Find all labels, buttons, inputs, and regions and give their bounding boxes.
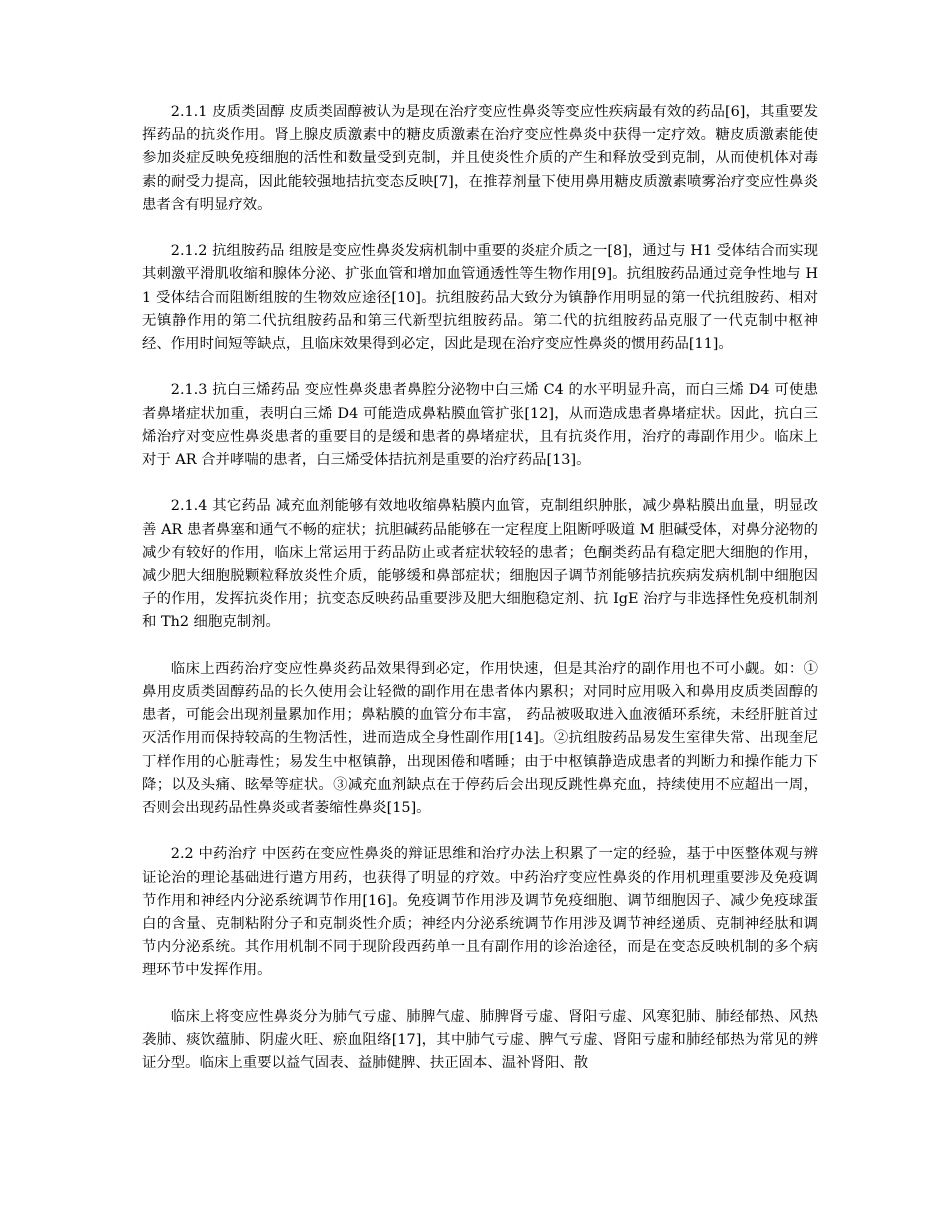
- document-body: [142, 101, 818, 1075]
- paragraph-2-1-1-corticosteroids: 2.1.1 皮质类固醇 皮质类固醇被认为是现在治疗变应性鼻炎等变应性疾病最有效的药品[6]，其重要发挥药品的抗炎作用。肾上腺皮质激素中的糖皮质激素在治疗变应性鼻炎中获得一定疗效。糖皮质激素能使参加炎症反映免疫细胞的活性和数量受到克制，并且使炎性介质的产生和释放受到克制，从而使机体对毒素的耐受力提高，因此能较强地拮抗变态反映[7]，在推荐剂量下使用鼻用糖皮质激素喷雾治疗变应性鼻炎患者含有明显疗效。: [142, 104, 818, 213]
- paragraph-2-1-3-antileukotrienes: 2.1.3 抗白三烯药品 变应性鼻炎患者鼻腔分泌物中白三烯 C4 的水平明显升高，而白三烯 D4 可使患者鼻堵症状加重，表明白三烯 D4 可能造成鼻粘膜血管扩张[12]，从而造成患者鼻堵症状。因此，抗白三烯治疗对变应性鼻炎患者的重要目的是缓和患者的鼻堵症状，且有抗炎作用，治疗的毒副作用少。临床上对于 AR 合并哮喘的患者，白三烯受体拮抗剂是重要的治疗药品[13]。: [142, 382, 818, 469]
- paragraph-tcm-syndrome-types: 临床上将变应性鼻炎分为肺气亏虚、肺脾气虚、肺脾肾亏虚、肾阳亏虚、风寒犯肺、肺经郁热、风热袭肺、痰饮蕴肺、阴虚火旺、瘀血阻络[17]，其中肺气亏虚、脾气亏虚、肾阳亏虚和肺经郁热为常见的辨证分型。临床上重要以益气固表、益肺健脾、扶正固本、温补肾阳、散: [142, 1008, 818, 1072]
- paragraph-western-side-effects: 临床上西药治疗变应性鼻炎药品效果得到必定，作用快速，但是其治疗的副作用也不可小觑。如：①鼻用皮质类固醇药品的长久使用会让轻微的副作用在患者体内累积；对同时应用吸入和鼻用皮质类固醇的患者，可能会出现剂量累加作用；鼻粘膜的血管分布丰富， 药品被吸取进入血液循环系统，未经肝脏首过灭活作用而保持较高的生物活性，进而造成全身性副作用[14]。②抗组胺药品易发生室律失常、出现奎尼丁样作用的心脏毒性；易发生中枢镇静，出现困倦和嗜睡；由于中枢镇静造成患者的判断力和操作能力下降；以及头痛、眩晕等症状。③减充血剂缺点在于停药后会出现反跳性鼻充血，持续使用不应超出一周，否则会出现药品性鼻炎或者萎缩性鼻炎[15]。: [142, 660, 818, 817]
- paragraph-2-1-2-antihistamines: 2.1.2 抗组胺药品 组胺是变应性鼻炎发病机制中重要的炎症介质之一[8]，通过与 H1 受体结合而实现其刺激平滑肌收缩和腺体分泌、扩张血管和增加血管通透性等生物作用[9]。抗组胺药品通过竞争性地与 H1 受体结合而阻断组胺的生物效应途径[10]。抗组胺药品大致分为镇静作用明显的第一代抗组胺药、相对无镇静作用的第二代抗组胺药品和第三代新型抗组胺药品。第二代的抗组胺药品克服了一代克制中枢神经、作用时间短等缺点，且临床效果得到必定，因此是现在治疗变应性鼻炎的惯用药品[11]。: [142, 243, 818, 353]
- paragraph-2-2-tcm-treatment: 2.2 中药治疗 中医药在变应性鼻炎的辩证思维和治疗办法上积累了一定的经验，基于中医整体观与辨证论治的理论基础进行遣方用药，也获得了明显的疗效。中药治疗变应性鼻炎的作用机理重要涉及免疫调节作用和神经内分泌系统调节作用[16]。免疫调节作用涉及调节免疫细胞、调节细胞因子、减少免疫球蛋白的含量、克制粘附分子和克制炎性介质；神经内分泌系统调节作用涉及调节神经递质、克制神经肽和调节内分泌系统。其作用机制不同于现阶段西药单一且有副作用的诊治途径，而是在变态反映机制的多个病理环节中发挥作用。: [142, 846, 818, 979]
- paragraph-2-1-4-other-drugs: 2.1.4 其它药品 减充血剂能够有效地收缩鼻粘膜内血管，克制组织肿胀，减少鼻粘膜出血量，明显改善 AR 患者鼻塞和通气不畅的症状；抗胆碱药品能够在一定程度上阻断呼吸道 M 胆碱受体，对鼻分泌物的减少有较好的作用，临床上常运用于药品防止或者症状较轻的患者；色酮类药品有稳定肥大细胞的作用，减少肥大细胞脱颗粒释放炎性介质，能够缓和鼻部症状；细胞因子调节剂能够拮抗疾病发病机制中细胞因子的作用，发挥抗炎作用；抗变态反映药品重要涉及肥大细胞稳定剂、抗 IgE 治疗与非选择性免疫机制剂和 Th2 细胞克制剂。: [142, 498, 818, 631]
